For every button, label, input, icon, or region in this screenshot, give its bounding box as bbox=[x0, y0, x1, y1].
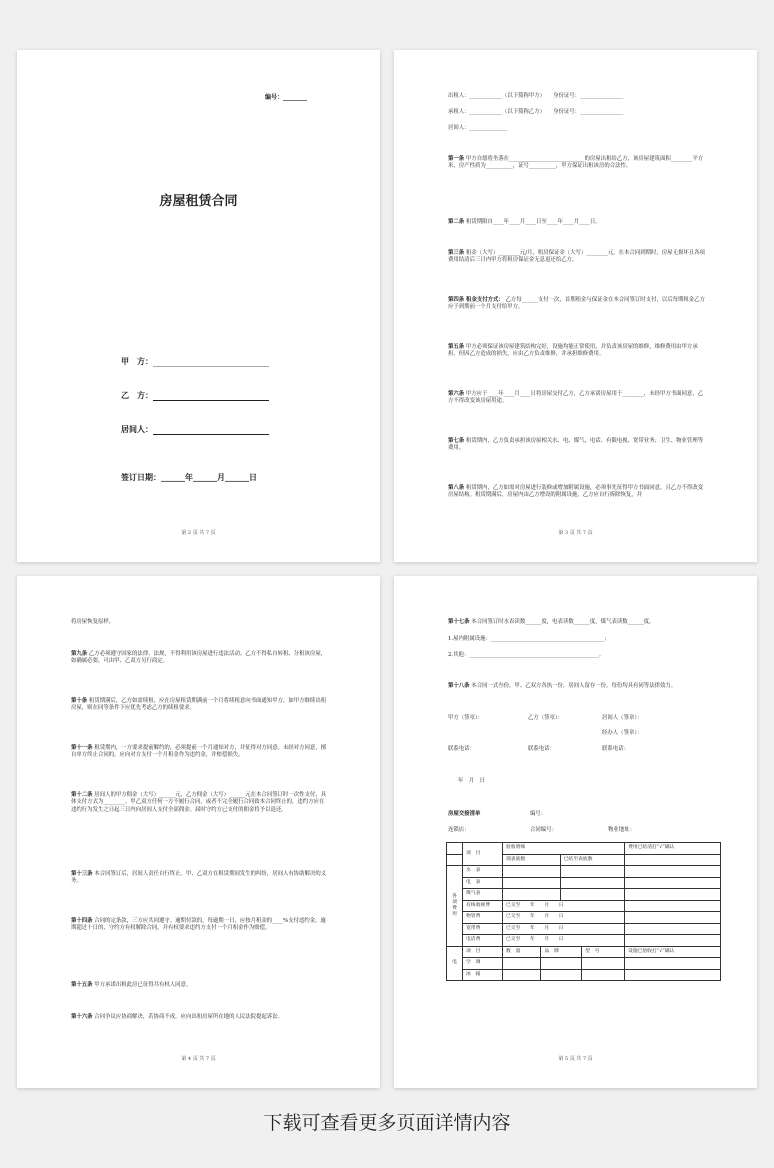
table-cell bbox=[560, 866, 624, 878]
handover-number: 编号： bbox=[530, 811, 547, 817]
table-cell: 水 表 bbox=[463, 866, 503, 878]
table-cell: 有线收视费 bbox=[463, 900, 503, 912]
article-8 bbox=[448, 485, 706, 500]
table-cell: 电话费 bbox=[463, 935, 503, 947]
handover-table bbox=[446, 842, 721, 981]
table-header: 型 号 bbox=[582, 946, 625, 958]
table-cell bbox=[625, 912, 721, 924]
table-row bbox=[447, 935, 721, 947]
article-head: 第十二条 bbox=[71, 792, 93, 798]
article-text: 租金（大写）________元/月，租房保证金（大写）________元，在本合同到期时，房屋无损坏且各项费用结清后三日内甲方将租房保证金无息退还给乙方。 bbox=[448, 250, 705, 264]
table-cell bbox=[582, 969, 625, 981]
table-cell bbox=[447, 843, 463, 855]
contract-no-label: 合同编号： bbox=[530, 827, 557, 833]
article-10 bbox=[71, 698, 329, 713]
article-text: 租赁期限自____年____月____日至____年____月____日。 bbox=[465, 219, 601, 225]
download-caption: 下载可查看更多页面详情内容 bbox=[263, 1112, 511, 1134]
article-head: 第九条 bbox=[71, 651, 88, 657]
table-cell bbox=[625, 969, 721, 981]
article-text: 甲方自愿将坐落在____________________________的房屋出租给乙方，该房屋建筑面积________平方米，房产性质为__________，证号__________，甲方保证出租该房的合法性。 bbox=[448, 156, 704, 170]
table-row bbox=[447, 889, 721, 901]
article-head: 第十条 bbox=[71, 698, 88, 704]
table-cell: 已交至 年 月 日 bbox=[503, 923, 625, 935]
page-footer: 第 4 页 共 7 页 bbox=[181, 1056, 216, 1062]
table-cell bbox=[541, 969, 582, 981]
article-3 bbox=[448, 250, 706, 265]
table-row bbox=[447, 923, 721, 935]
contract-page-terms-1 bbox=[394, 50, 757, 562]
table-row bbox=[447, 843, 721, 855]
article-11 bbox=[71, 745, 329, 760]
article-text: 甲方必须保证该房屋建筑结构完好，设施均能正常使用，并负责该房屋的维修，维修费用由甲方承担。但因乙方造成的损失，应由乙方负责维修，并承担维修费用。 bbox=[448, 344, 698, 358]
article-18 bbox=[448, 683, 710, 690]
article-12 bbox=[71, 792, 329, 814]
article-text: 合同的定条款，三方应共同遵守。逾期付款的，每逾期一日，应按月租金的____%支付违约金，逾期超过十日的，守约方有权解除合同，并有权要求违约方支付一个月租金作为赔偿。 bbox=[71, 918, 326, 932]
table-row bbox=[447, 958, 721, 970]
contract-page-terms-2 bbox=[17, 576, 380, 1088]
sign-date: 年 月 日 bbox=[458, 778, 485, 784]
article-6 bbox=[448, 391, 706, 406]
agent-label: 居间人： bbox=[121, 425, 153, 434]
table-header: 验收明细 bbox=[503, 843, 625, 855]
table-header: 项 目 bbox=[463, 843, 503, 866]
table-header: 已结至表底数 bbox=[560, 854, 624, 866]
handler-sign: 经办人（签章）： bbox=[602, 730, 643, 736]
article-text: 租赁期满后，乙方如需续租，应在房屋租赁期满前一个月将续租意向书面通知甲方，如甲方继续出租房屋，则在同等条件下应优先考虑乙方的续租要求。 bbox=[71, 698, 327, 712]
table-cell: 物管费 bbox=[463, 912, 503, 924]
article-text: 合同争议应协商解决，若协商不成，应向出租房屋所在地的人民法院提起诉讼。 bbox=[94, 1014, 283, 1020]
table-cell: 宽带费 bbox=[463, 923, 503, 935]
article-13 bbox=[71, 871, 329, 886]
agent-line bbox=[121, 424, 269, 435]
document-title: 房屋租赁合同 bbox=[159, 194, 238, 209]
table-cell bbox=[625, 854, 721, 866]
article-5 bbox=[448, 344, 706, 359]
table-cell: 已交至 年 月 日 bbox=[503, 900, 625, 912]
table-header: 费用已结清打“√”确认 bbox=[625, 843, 721, 855]
continued-line: 将房屋恢复原样。 bbox=[71, 619, 115, 625]
table-cell bbox=[582, 958, 625, 970]
table-cell: 煤气表 bbox=[463, 889, 503, 901]
table-cell bbox=[625, 889, 721, 901]
article-text: 租赁期内，乙方如需对房屋进行装修或增加附属设施，必须事先征得甲方书面同意，且乙方不得改变房屋结构。租赁期满后，房屋内由乙方增设的附属设施，乙方应自行拆除恢复，并 bbox=[448, 485, 704, 499]
table-cell bbox=[625, 866, 721, 878]
article-head: 第十四条 bbox=[71, 918, 93, 924]
table-cell: 已交至 年 月 日 bbox=[503, 935, 625, 947]
table-cell bbox=[503, 958, 541, 970]
table-header: 项 目 bbox=[463, 946, 503, 958]
lessee-line: 承租人：____________（以下简称乙方） 身份证号：________________ bbox=[448, 109, 624, 115]
table-cell bbox=[503, 889, 561, 901]
table-cell: 空 调 bbox=[463, 958, 503, 970]
handover-title: 房屋交接清单 bbox=[448, 811, 481, 817]
table-cell: 冰 箱 bbox=[463, 969, 503, 981]
party-b-phone: 联系电话： bbox=[528, 746, 555, 752]
article-head: 第二条 bbox=[448, 219, 465, 225]
article-text: 租赁期内，一方要求提前解约的，必须提前一个月通知对方，并征得对方同意。未经对方同意，擅自单方终止合同的，应向对方支付一个月租金作为违约金，并赔偿损失。 bbox=[71, 745, 327, 759]
lessor-line: 出租人：____________（以下简称甲方） 身份证号：________________ bbox=[448, 93, 624, 99]
table-cell bbox=[560, 877, 624, 889]
agent-blank bbox=[153, 426, 269, 435]
contract-page-handover bbox=[394, 576, 757, 1088]
table-cell bbox=[560, 889, 624, 901]
article-text: 乙方每______支付一次，首期租金与保证金在本合同签订时支付，以后每期租金乙方应于到期前一个月支付给甲方。 bbox=[448, 297, 705, 311]
table-row bbox=[447, 900, 721, 912]
article-text: 本合同一式叁份，甲、乙双方各执一份，居间人留存一份，每份均具有同等法律效力。 bbox=[471, 683, 677, 689]
party-b-line bbox=[121, 390, 269, 401]
article-head: 第十六条 bbox=[71, 1014, 93, 1020]
page-footer: 第 5 页 共 7 页 bbox=[558, 1056, 593, 1062]
article-head: 第三条 bbox=[448, 250, 465, 256]
contract-number-label: 编号：________ bbox=[265, 94, 308, 101]
article-9 bbox=[71, 651, 329, 666]
table-cell bbox=[447, 854, 463, 866]
store-label: 连锁店： bbox=[448, 827, 470, 833]
article-7 bbox=[448, 438, 706, 453]
item-1: 1.屋内附属设施：__________________________________________； bbox=[448, 636, 610, 642]
article-text: 甲方应于____年____月____日将房屋交付乙方，乙方承诺房屋用于________，未经甲方书面同意，乙方不得改变该房屋用途。 bbox=[448, 391, 704, 405]
article-head: 第十八条 bbox=[448, 683, 470, 689]
article-head: 第十三条 bbox=[71, 871, 93, 877]
party-a-phone: 联系电话： bbox=[448, 746, 475, 752]
party-a-label: 甲 方： bbox=[121, 357, 153, 366]
agent-line: 居间人：______________ bbox=[448, 125, 508, 131]
article-2 bbox=[448, 219, 706, 226]
article-head: 第十七条 bbox=[448, 619, 470, 625]
agent-phone: 联系电话： bbox=[602, 746, 629, 752]
article-head: 第五条 bbox=[448, 344, 465, 350]
party-a-line bbox=[121, 356, 269, 367]
party-a-blank bbox=[153, 358, 269, 367]
table-cell bbox=[503, 969, 541, 981]
article-head: 第一条 bbox=[448, 156, 465, 162]
table-cell: 已交至 年 月 日 bbox=[503, 912, 625, 924]
article-head: 第十一条 bbox=[71, 745, 93, 751]
table-row bbox=[447, 969, 721, 981]
table-cell bbox=[625, 923, 721, 935]
article-text: 居间人的甲方佣金（大写）______元，乙方佣金（大写）______元在本合同签订时一次性支付，具体支付方式为________。甲乙双方任何一方不履行合同，或者不完全履行合同致本合同终止的，违约方应在违约行为发生之日起三日内向居间人支付全部佣金。届时守约方已支付的佣金将予以退还。 bbox=[71, 792, 327, 813]
article-text: 本合同签订后，居间人责任自行终止。甲、乙双方在租赁期间发生的纠纷，居间人有协助解决的义务。 bbox=[71, 871, 327, 885]
table-header: 现表底数 bbox=[503, 854, 561, 866]
property-address-label: 物业地址： bbox=[608, 827, 635, 833]
article-text: 甲方承诺出租此房已征得共有权人同意。 bbox=[94, 982, 192, 988]
table-cell bbox=[541, 958, 582, 970]
table-side-label: 电 bbox=[447, 946, 463, 981]
article-16 bbox=[71, 1014, 329, 1021]
table-row bbox=[447, 912, 721, 924]
article-15 bbox=[71, 982, 329, 989]
article-17 bbox=[448, 619, 710, 626]
table-cell bbox=[625, 900, 721, 912]
table-cell bbox=[625, 935, 721, 947]
party-b-sign: 乙方（签章）： bbox=[528, 715, 564, 721]
article-head: 第七条 bbox=[448, 438, 465, 444]
table-header: 数 量 bbox=[503, 946, 541, 958]
article-14 bbox=[71, 918, 329, 933]
table-header: 品 牌 bbox=[541, 946, 582, 958]
agent-sign: 居间人（签章）： bbox=[602, 715, 643, 721]
article-text: 乙方必须遵守国家的法律、法规，不得利用该房屋进行违法活动。乙方不得私自转租、分租该房屋，如确属必要，可由甲、乙双方另行商定。 bbox=[71, 651, 327, 665]
article-head: 第四条 租金支付方式： bbox=[448, 297, 504, 303]
party-a-sign: 甲方（签章）： bbox=[448, 715, 484, 721]
sign-date: 签订日期：______年______月______日 bbox=[121, 473, 257, 482]
article-head: 第六条 bbox=[448, 391, 465, 397]
table-cell bbox=[625, 958, 721, 970]
item-2: 2.其他：________________________________________________。 bbox=[448, 652, 605, 658]
party-b-label: 乙 方： bbox=[121, 391, 153, 400]
article-4 bbox=[448, 297, 706, 312]
article-1 bbox=[448, 156, 706, 171]
table-row bbox=[447, 877, 721, 889]
contract-page-cover bbox=[17, 50, 380, 562]
table-row bbox=[447, 866, 721, 878]
article-head: 第八条 bbox=[448, 485, 465, 491]
table-header: 设施已验收打“√”确认 bbox=[625, 946, 721, 958]
table-cell bbox=[625, 877, 721, 889]
page-footer: 第 2 页 共 7 页 bbox=[181, 530, 216, 536]
table-cell bbox=[503, 877, 561, 889]
article-head: 第十五条 bbox=[71, 982, 93, 988]
table-cell bbox=[503, 866, 561, 878]
article-text: 本合同签订时水表读数______度，电表读数______度，煤气表读数______度。 bbox=[471, 619, 655, 625]
page-footer: 第 3 页 共 7 页 bbox=[558, 530, 593, 536]
party-b-blank bbox=[153, 392, 269, 401]
table-cell: 电 表 bbox=[463, 877, 503, 889]
article-text: 租赁期内，乙方负责承担该房屋相关水、电、煤气、电话、有限电视、宽带业务、卫生、物业管理等费用。 bbox=[448, 438, 704, 452]
table-row bbox=[447, 946, 721, 958]
table-side-label: 各项费用 bbox=[447, 866, 463, 947]
